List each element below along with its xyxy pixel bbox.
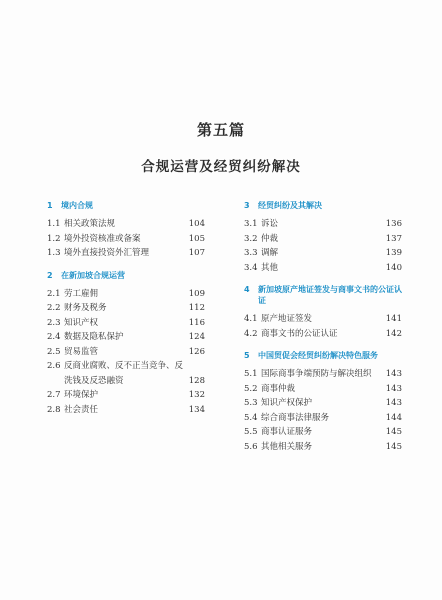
entry-title: 调解 [261,248,279,258]
toc-entry[interactable] [47,217,205,232]
entry-number: 2.8 [47,404,61,415]
entry-page: 143 [385,383,402,394]
entry-number: 1.3 [47,248,61,258]
toc-entry[interactable] [244,246,402,261]
entry-page: 144 [385,412,402,423]
section-title: 在新加坡合规运营 [61,270,125,280]
toc-entry[interactable] [47,246,205,261]
entry-number: 2.3 [47,317,61,328]
entry-page: 126 [188,346,205,357]
entry-number: 3.1 [244,219,258,229]
entry-number: 2.4 [47,332,61,342]
section-number: 5 [244,351,250,360]
entry-number: 3.3 [244,248,258,258]
section-heading[interactable] [244,284,402,306]
toc-entry[interactable] [47,388,205,403]
entry-page: 142 [385,328,402,339]
entry-number: 5.6 [244,441,258,452]
toc-entry[interactable] [244,396,402,411]
section-title: 境内合规 [61,201,93,210]
entry-page: 105 [188,233,205,244]
entry-number: 2.1 [47,288,61,299]
entry-page: 145 [385,427,402,437]
entry-title: 社会责任 [64,404,99,415]
entry-page: 141 [385,314,402,324]
toc-entry[interactable] [244,312,402,327]
entry-title: 劳工雇佣 [64,288,99,299]
entry-title: 知识产权保护 [261,398,313,408]
toc-entry[interactable] [47,301,205,316]
entry-title: 商事文书的公证认证 [261,328,338,339]
toc-entry[interactable] [244,327,402,342]
toc-entry[interactable] [47,287,205,302]
toc-entry[interactable] [244,367,402,382]
entry-page: 145 [385,441,402,452]
entry-title: 国际商事争端预防与解决组织 [261,369,372,379]
toc-entry[interactable] [47,330,205,345]
toc-entry[interactable] [244,411,402,426]
entry-title: 财务及税务 [64,303,107,313]
section-number: 2 [47,270,53,280]
toc-entry[interactable] [47,359,205,388]
toc-entry[interactable] [47,232,205,247]
entry-title: 综合商事法律服务 [261,412,330,423]
entry-number: 4.1 [244,314,258,324]
entry-title: 相关政策法规 [64,219,116,229]
toc-entry[interactable] [244,440,402,455]
entry-title: 知识产权 [64,317,99,328]
entry-number: 3.4 [244,262,258,273]
entry-title: 仲裁 [261,233,279,244]
entry-page: 132 [188,390,205,400]
section-heading[interactable] [47,200,205,211]
toc-section [47,270,205,418]
entry-number: 4.2 [244,328,258,339]
entry-page: 139 [385,248,402,258]
section-heading[interactable] [244,350,402,361]
toc-entry[interactable] [244,382,402,397]
entry-title: 其他相关服务 [261,441,313,452]
entry-number: 2.2 [47,303,61,313]
toc-entry[interactable] [47,345,205,360]
entry-title: 原产地证签发 [261,314,313,324]
entry-page: 136 [385,219,402,229]
entry-title: 环境保护 [64,390,99,400]
entry-number: 2.5 [47,346,61,357]
toc-section [244,284,402,341]
section-title: 经贸纠纷及其解决 [258,201,322,210]
section-heading[interactable] [244,200,402,211]
entry-number: 5.2 [244,383,258,394]
entry-number: 2.6 [47,361,61,371]
entry-page: 112 [188,303,205,313]
toc-section [47,200,205,261]
section-number: 4 [244,285,250,294]
entry-number: 2.7 [47,390,61,400]
toc-entry[interactable] [244,217,402,232]
entry-page: 107 [188,248,205,258]
entry-number: 5.4 [244,412,258,423]
entry-title: 境外投资核准或备案 [64,233,141,244]
entry-title: 贸易监管 [64,346,99,357]
entry-title: 境外直接投资外汇管理 [64,248,150,258]
entry-page: 134 [188,404,205,415]
toc-entry[interactable] [244,425,402,440]
entry-number: 1.1 [47,219,61,229]
entry-page: 137 [385,233,402,244]
entry-title: 其他 [261,262,279,273]
part-title: 第五篇 [196,121,245,139]
entry-title: 反商业腐败、反不正当竞争、反洗钱及反恐融资 [64,361,184,386]
toc-left-column [47,200,205,417]
entry-number: 5.1 [244,369,258,379]
entry-page: 143 [385,369,402,379]
toc-entry[interactable] [244,232,402,247]
toc-section [244,350,402,454]
section-number: 1 [47,201,53,210]
toc-entry[interactable] [47,316,205,331]
section-number: 3 [244,201,250,210]
entry-number: 5.3 [244,398,258,408]
entry-title: 数据及隐私保护 [64,332,124,342]
toc-right-column [244,200,402,454]
entry-page: 143 [385,398,402,408]
entry-page: 104 [188,219,205,229]
entry-number: 5.5 [244,427,258,437]
entry-page: 109 [188,288,205,299]
entry-page: 140 [385,262,402,273]
section-heading[interactable] [47,270,205,281]
entry-number: 3.2 [244,233,258,244]
part-subtitle: 合规运营及经贸纠纷解决 [141,159,301,175]
entry-page: 116 [188,317,205,328]
entry-title: 诉讼 [261,219,279,229]
entry-number: 1.2 [47,233,61,244]
section-title: 新加坡原产地证签发与商事文书的公证认证 [258,285,402,305]
toc-entry[interactable] [244,261,402,276]
section-title: 中国贸促会经贸纠纷解决特色服务 [258,351,378,360]
toc-entry[interactable] [47,403,205,418]
entry-title: 商事认证服务 [261,427,313,437]
entry-page: 128 [188,375,205,386]
entry-page: 124 [188,332,205,342]
toc-section [244,200,402,275]
entry-title: 商事仲裁 [261,383,296,394]
